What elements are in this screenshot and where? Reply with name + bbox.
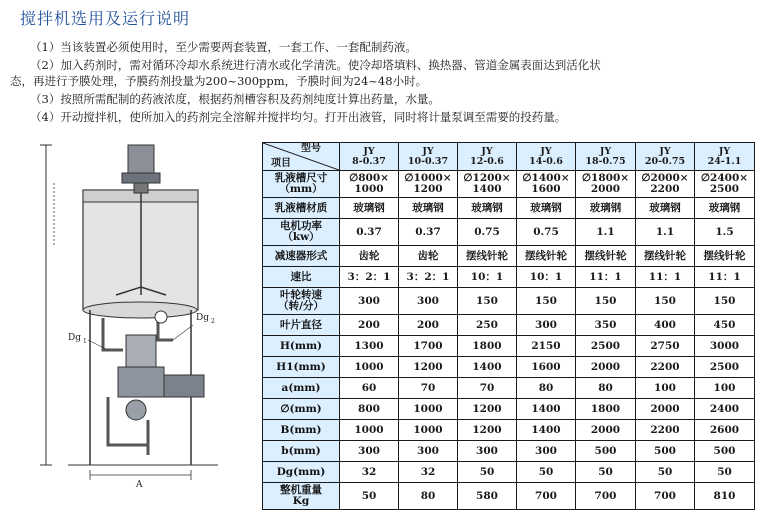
- row-label: B(mm): [263, 420, 340, 441]
- row-label: 减速器形式: [263, 246, 340, 267]
- row-label: Dg(mm): [263, 462, 340, 483]
- row-label: ∅(mm): [263, 399, 340, 420]
- table-cell: 2000: [576, 357, 636, 378]
- table-cell: 300: [458, 441, 517, 462]
- table-cell: 0.75: [517, 219, 576, 246]
- table-cell: 0.75: [458, 219, 517, 246]
- table-cell: ∅1200× 1400: [458, 171, 517, 198]
- model-header: JY 20-0.75: [636, 143, 695, 171]
- table-cell: ∅800× 1000: [340, 171, 399, 198]
- table-cell: 32: [399, 462, 458, 483]
- table-corner-cell: [263, 143, 340, 171]
- table-cell: 11：1: [695, 267, 755, 288]
- table-cell: 2500: [576, 336, 636, 357]
- model-header: JY 8-0.37: [340, 143, 399, 171]
- table-cell: 2400: [695, 399, 755, 420]
- table-cell: 100: [636, 378, 695, 399]
- table-cell: 150: [636, 288, 695, 315]
- table-cell: 玻璃钢: [399, 198, 458, 219]
- table-row: [263, 357, 755, 378]
- table-row: [263, 399, 755, 420]
- mixer-diagram: [8, 135, 258, 490]
- dg2-label: Dg: [196, 313, 209, 323]
- table-cell: 300: [340, 441, 399, 462]
- table-cell: 10：1: [517, 267, 576, 288]
- table-cell: 1800: [458, 336, 517, 357]
- dg1-subscript: 1: [83, 338, 87, 345]
- dimension-a-label: A: [136, 480, 143, 490]
- table-cell: 2500: [695, 357, 755, 378]
- table-cell: 摆线针轮: [636, 246, 695, 267]
- table-cell: 1200: [399, 357, 458, 378]
- table-row: [263, 288, 755, 315]
- table-cell: 3：2：1: [399, 267, 458, 288]
- table-cell: 摆线针轮: [695, 246, 755, 267]
- table-row: [263, 462, 755, 483]
- table-cell: 70: [458, 378, 517, 399]
- table-row: [263, 267, 755, 288]
- table-cell: 1200: [458, 399, 517, 420]
- table-cell: 1400: [458, 357, 517, 378]
- model-header: JY 10-0.37: [399, 143, 458, 171]
- corner-model-label: 型号: [301, 143, 321, 154]
- row-label: 叶轮转速 （转/分）: [263, 288, 340, 315]
- model-header: JY 14-0.6: [517, 143, 576, 171]
- table-cell: 3000: [695, 336, 755, 357]
- table-cell: 2600: [695, 420, 755, 441]
- table-cell: 70: [399, 378, 458, 399]
- table-cell: 2200: [636, 357, 695, 378]
- table-cell: 2150: [517, 336, 576, 357]
- spec-table: [262, 142, 755, 510]
- table-cell: ∅1000× 1200: [399, 171, 458, 198]
- table-row: [263, 171, 755, 198]
- table-cell: 300: [340, 288, 399, 315]
- model-header: JY 18-0.75: [576, 143, 636, 171]
- table-cell: 2750: [636, 336, 695, 357]
- table-cell: 1600: [517, 357, 576, 378]
- table-row: [263, 219, 755, 246]
- paragraph-4: （4）开动搅拌机，使所加入的药剂完全溶解并搅拌均匀。打开出液管，同时将计量泵调至需要的投药量。: [30, 110, 567, 124]
- table-cell: 摆线针轮: [458, 246, 517, 267]
- table-cell: 60: [340, 378, 399, 399]
- table-cell: 200: [399, 315, 458, 336]
- table-cell: ∅2400× 2500: [695, 171, 755, 198]
- table-row: [263, 483, 755, 510]
- table-cell: 300: [517, 441, 576, 462]
- table-cell: 2000: [576, 420, 636, 441]
- table-cell: 10：1: [458, 267, 517, 288]
- paragraph-2-cont: 态，再进行予膜处理，予膜药剂投量为200~300ppm，予膜时间为24~48小时。: [10, 74, 428, 88]
- table-cell: 580: [458, 483, 517, 510]
- table-cell: 50: [458, 462, 517, 483]
- table-cell: 150: [576, 288, 636, 315]
- table-cell: 300: [517, 315, 576, 336]
- table-cell: 200: [340, 315, 399, 336]
- table-header-row: [263, 143, 755, 171]
- table-cell: 810: [695, 483, 755, 510]
- paragraph-2: （2）加入药剂时，需对循环冷却水系统进行清水或化学清洗。使冷却塔填料、换热器、管道金属表面达到活化状: [30, 58, 601, 72]
- table-cell: 500: [576, 441, 636, 462]
- table-cell: 150: [695, 288, 755, 315]
- table-cell: 700: [636, 483, 695, 510]
- table-cell: 300: [399, 441, 458, 462]
- row-label: 电机功率 （kw）: [263, 219, 340, 246]
- table-cell: 玻璃钢: [458, 198, 517, 219]
- table-cell: 1700: [399, 336, 458, 357]
- table-cell: 80: [399, 483, 458, 510]
- dg2-subscript: 2: [211, 318, 215, 325]
- model-header: JY 24-1.1: [695, 143, 755, 171]
- table-cell: 1.1: [636, 219, 695, 246]
- table-cell: 800: [340, 399, 399, 420]
- table-cell: 1200: [458, 420, 517, 441]
- dg1-label: Dg: [68, 333, 81, 343]
- paragraph-3: （3）按照所需配制的药液浓度，根据药剂槽容积及药剂纯度计算出药量，水量。: [30, 92, 440, 106]
- table-cell: 100: [695, 378, 755, 399]
- table-cell: 11：1: [576, 267, 636, 288]
- table-cell: 1000: [399, 399, 458, 420]
- table-cell: 2200: [636, 420, 695, 441]
- table-cell: 32: [340, 462, 399, 483]
- row-label: b(mm): [263, 441, 340, 462]
- row-label: 乳液槽材质: [263, 198, 340, 219]
- row-label: 叶片直径: [263, 315, 340, 336]
- table-cell: 500: [695, 441, 755, 462]
- table-cell: 1.1: [576, 219, 636, 246]
- paragraph-1: （1）当该装置必须使用时，至少需要两套装置，一套工作、一套配制药液。: [30, 40, 417, 54]
- table-cell: 50: [695, 462, 755, 483]
- table-row: [263, 315, 755, 336]
- table-cell: 1400: [517, 420, 576, 441]
- table-cell: 1800: [576, 399, 636, 420]
- table-cell: 50: [340, 483, 399, 510]
- table-row: [263, 198, 755, 219]
- corner-item-label: 项目: [271, 158, 291, 169]
- table-cell: 700: [576, 483, 636, 510]
- table-cell: 50: [636, 462, 695, 483]
- table-cell: 玻璃钢: [576, 198, 636, 219]
- table-cell: 700: [517, 483, 576, 510]
- table-cell: 玻璃钢: [636, 198, 695, 219]
- table-cell: 摆线针轮: [517, 246, 576, 267]
- table-cell: 11：1: [636, 267, 695, 288]
- table-cell: 0.37: [340, 219, 399, 246]
- table-cell: 1000: [340, 357, 399, 378]
- table-cell: 150: [458, 288, 517, 315]
- table-cell: 300: [399, 288, 458, 315]
- table-cell: 齿轮: [399, 246, 458, 267]
- table-cell: 玻璃钢: [695, 198, 755, 219]
- table-cell: 80: [576, 378, 636, 399]
- table-cell: 1000: [399, 420, 458, 441]
- table-cell: ∅2000× 2200: [636, 171, 695, 198]
- table-cell: 1300: [340, 336, 399, 357]
- table-cell: ∅1800× 2000: [576, 171, 636, 198]
- row-label: 速比: [263, 267, 340, 288]
- table-cell: 2000: [636, 399, 695, 420]
- table-cell: 3：2：1: [340, 267, 399, 288]
- table-cell: 500: [636, 441, 695, 462]
- row-label: 整机重量 Kg: [263, 483, 340, 510]
- table-cell: 250: [458, 315, 517, 336]
- table-row: [263, 378, 755, 399]
- table-cell: 50: [517, 462, 576, 483]
- table-cell: 400: [636, 315, 695, 336]
- table-cell: 450: [695, 315, 755, 336]
- table-cell: 玻璃钢: [340, 198, 399, 219]
- table-cell: 0.37: [399, 219, 458, 246]
- row-label: 乳液槽尺寸 （mm）: [263, 171, 340, 198]
- row-label: H(mm): [263, 336, 340, 357]
- table-cell: 1400: [517, 399, 576, 420]
- row-label: a(mm): [263, 378, 340, 399]
- table-cell: 50: [576, 462, 636, 483]
- table-row: [263, 336, 755, 357]
- table-cell: 1000: [340, 420, 399, 441]
- page-title: 搅拌机选用及运行说明: [20, 9, 191, 28]
- table-row: [263, 420, 755, 441]
- table-cell: 摆线针轮: [576, 246, 636, 267]
- table-row: [263, 246, 755, 267]
- table-cell: 150: [517, 288, 576, 315]
- table-cell: 1.5: [695, 219, 755, 246]
- table-cell: ∅1400× 1600: [517, 171, 576, 198]
- table-cell: 80: [517, 378, 576, 399]
- table-cell: 齿轮: [340, 246, 399, 267]
- table-cell: 350: [576, 315, 636, 336]
- table-row: [263, 441, 755, 462]
- row-label: H1(mm): [263, 357, 340, 378]
- model-header: JY 12-0.6: [458, 143, 517, 171]
- table-cell: 玻璃钢: [517, 198, 576, 219]
